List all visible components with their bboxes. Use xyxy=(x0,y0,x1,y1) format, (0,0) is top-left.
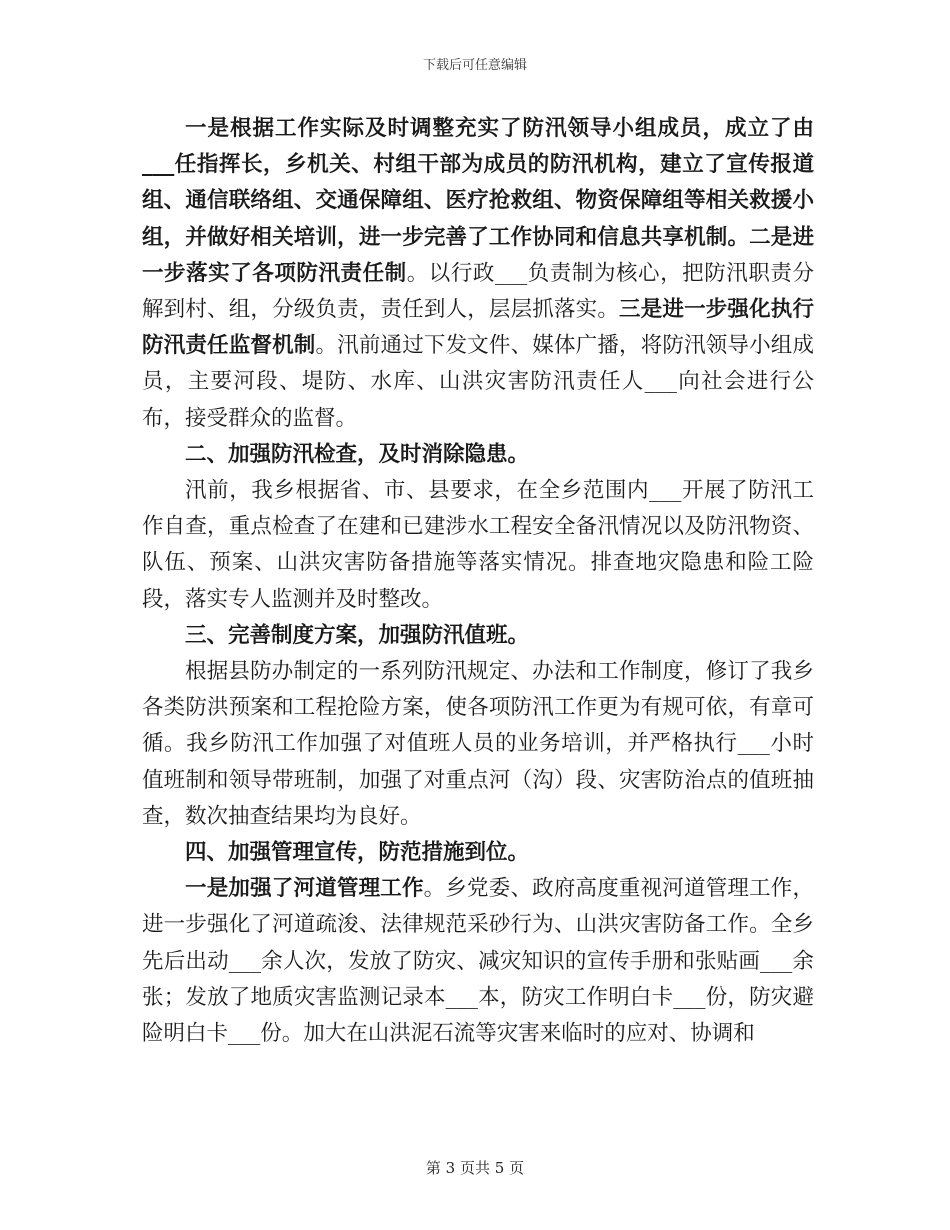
paragraph-inspection: 汛前，我乡根据省、市、县要求，在全乡范围内___开展了防汛工作自查，重点检查了在建和已建涉水工程安全备汛情况以及防汛物资、队伍、预案、山洪灾害防备措施等落实情况。排查地灾隐患和险工险段，落实专人监测并及时整改。 xyxy=(142,478,814,612)
paragraph-text: 。以行政___负责制为核心，把防汛职责分解到村、组，分级负责，责任到人，层层抓落实。 xyxy=(142,260,814,323)
section-heading-3: 三、完善制度方案，加强防汛值班。 xyxy=(185,622,530,648)
bold-lead-river: 一是加强了河道管理工作 xyxy=(185,876,424,902)
bold-lead-1: 一是根据工作实际及时调整充实了防汛领导小组成员，成立了由___任指挥长，乡机关、村组干部为成员的防汛机构，建立了宣传报道组、通信联络组、交通保障组、医疗抢救组、物资保障组等相关救援小组，并做好相关培训，进一步完善了工作协同和信息共享机制。二是进一步落实了各项防汛责任制 xyxy=(142,116,814,286)
bold-lead-3: 三是进一步强化执行防汛责任监督机制 xyxy=(142,297,814,359)
section-heading-4: 四、加强管理宣传，防范措施到位。 xyxy=(185,840,530,866)
section-heading-2: 二、加强防汛检查，及时消除隐患。 xyxy=(185,441,530,467)
page-header: 下载后可任意编辑 xyxy=(422,58,527,73)
paragraph-text: 。乡党委、政府高度重视河道管理工作，进一步强化了河道疏浚、法律规范采砂行为、山洪灾害防备工作。全乡先后出动___余人次，发放了防灾、减灾知识的宣传手册和张贴画___余张；发放了地质灾害监测记录本___本，防灾工作明白卡___份，防灾避险明白卡___份。加大在山洪泥石流等灾害来临时的应对、协调和 xyxy=(142,876,814,1047)
paragraph-responsibility xyxy=(142,111,814,437)
paragraph-duty: 根据县防办制定的一系列防汛规定、办法和工作制度，修订了我乡各类防洪预案和工程抢险方案，使各项防汛工作更为有规可依，有章可循。我乡防汛工作加强了对值班人员的业务培训，并严格执行___小时值班制和领导带班制，加强了对重点河（沟）段、灾害防治点的值班抽查，数次抽查结果均为良好。 xyxy=(142,659,814,829)
paragraph-river-management xyxy=(142,871,814,1052)
document-body xyxy=(142,111,814,1052)
paragraph-text: 。汛前通过下发文件、媒体广播，将防汛领导小组成员，主要河段、堤防、水库、山洪灾害防汛责任人___向社会进行公布，接受群众的监督。 xyxy=(142,333,814,431)
page-footer: 第 3 页共 5 页 xyxy=(425,1159,525,1177)
